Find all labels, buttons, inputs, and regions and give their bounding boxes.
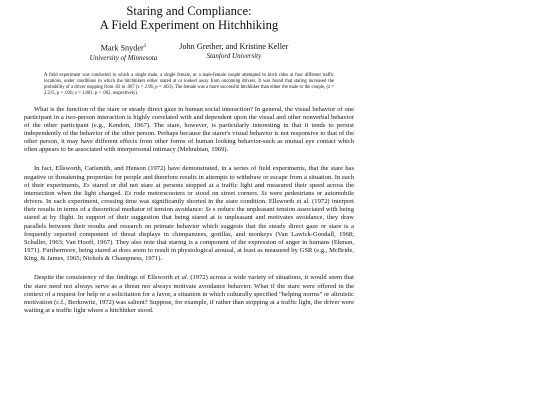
paragraph-1: [24, 106, 354, 155]
paragraph-2-segment-1: In fact, Ellsworth, Carlsmith, and Henson (1972) have demonstrated, in a series of field experiments, that the stare has negative or threatening properties for people and therefore results in attempts to withdraw or escape from a situation. In each of their experiments,: [24, 165, 354, 189]
author-2-affiliation: Stanford University: [206, 52, 262, 60]
author-block: [24, 42, 354, 63]
paragraph-2-segment-8: Ss: [205, 206, 212, 214]
title-line-1: Staring and Compliance:: [126, 4, 252, 18]
paragraph-2-segment-9: s reduce the unpleasant tension associated with being stared at by flight. In support of their suggestion that being stared at is unpleasant and motivates avoidance, they draw parallels between their results and research on primate behavior which suggests that the steady direct gaze or stare is a frequently reported component of threat displays in chimpanzees, gorillas, and monkeys (Van Lawick-Goodall, 1968; Schaller, 1963; Van Hooff, 1967). They also note that staring is a component of the expression of anger in humans (Ekman, 1971). Furthermore, being stared at does seem to result in physiological arousal, at least as measured by GSR (e.g., McBride, King, & James, 1965; Nichols & Champness, 1971).: [24, 206, 354, 263]
paper-title: [24, 4, 354, 32]
author-1-name: Mark Snyder: [100, 43, 144, 53]
author-1-footnote-mark: 1: [143, 44, 147, 49]
title-line-2: A Field Experiment on Hitchhiking: [99, 18, 279, 32]
paragraph-2-segment-3: stared or did not stare at persons stopped at a traffic light and measured their speed across the intersection when the light changed.: [24, 181, 354, 197]
abstract: A field experiment was conducted in which a single male, a single female, or a male-female couple attempted to hitch rides at four different traffic locations, under conditions in which the hitchhikers either stared at or looked away from oncoming drivers. It was found that staring increased the probability of a driver stopping from .03 to .067 (z = 2.96, p = .003). The female was a more successful hitchhiker than either the male or the couple, (z = 2.215, p = .026; z = 1.861, p = .063, respectively).: [44, 72, 334, 97]
paragraph-3-segment-3: (1972) across a wide variety of situations, it would seem that the stare need not always serve as a threat nor always motivate avoidance behavior. What if the stare were offered in the context of a request for help or a solicitation for a favor, a situation in which culturally specified "helping norms" or altruistic motivation (c.f., Berkowitz, 1972) was salient? Suppose, for example, if rather than stopping at a traffic light, the driver were waiting at a traffic light where a hitchhiker stood.: [24, 274, 354, 314]
paragraph-2-segment-4: Es: [124, 189, 132, 197]
paragraph-2-segment-5: rode motorscooters or stood on street corners.: [131, 189, 262, 197]
paper-page: [24, 0, 354, 405]
paragraph-2-segment-2: Es: [83, 181, 90, 189]
author-2-name: John Grether, and Kristine Keller: [179, 42, 289, 51]
paragraph-3-segment-2: et al.: [174, 274, 189, 282]
body-text: [24, 106, 354, 316]
author-1: [90, 42, 158, 63]
paragraph-3-segment-1: Despite the consistency of the findings of Ellsworth: [34, 274, 175, 282]
paragraph-2-segment-7: were pedestrians or automobile drivers. In each experiment, crossing time was significantly shorted in the stare condition. Ellsworth et al. (1972) interpret their results in terms of a theoretical mediator of tension avoidance:: [24, 189, 354, 214]
paragraph-1-segment-1: What is the function of the stare or steady direct gaze in human social interaction? In general, the visual behavior of one participant in a two-person interaction is highly correlated with and dependent upon the visual and other nonverbal behavior of the other participant (e.g., Kendon, 1967). The stare, however, is particularly interesting in that it tends to persist independently of the behavior of the other person. Perhaps because the starer's visual behavior is not responsive to that of the other person, it may have different effects from other forms of human looking behavior-such as mutual eye contact which often appears to be associated with interpersonal intimacy (Mehrabian, 1969).: [24, 105, 354, 154]
paragraph-3: [24, 274, 354, 315]
author-1-affiliation: University of Minnesota: [89, 53, 158, 62]
author-2: [179, 42, 288, 63]
paragraph-2-segment-6: Ss: [261, 189, 267, 197]
paragraph-2: [24, 165, 354, 263]
